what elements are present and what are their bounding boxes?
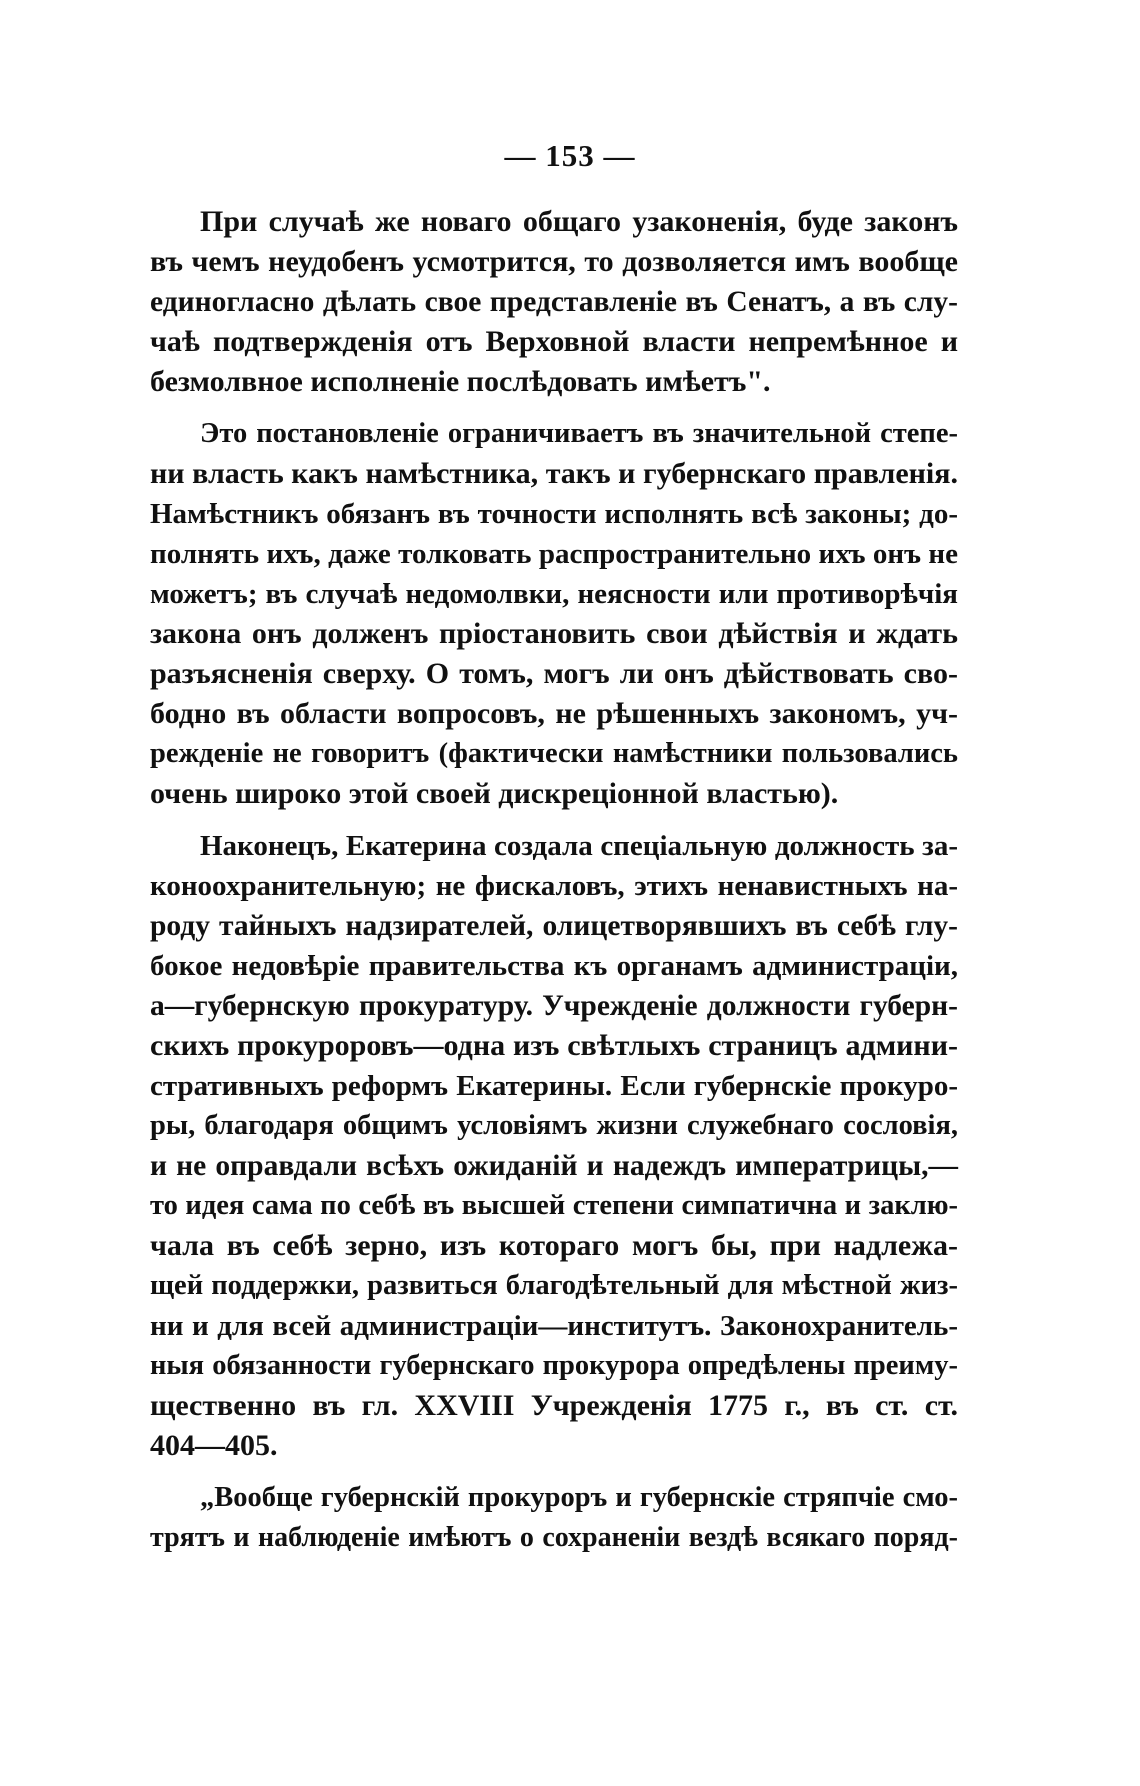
text-line: Это постановленіе ограничиваетъ въ значительной степе- <box>200 418 958 449</box>
text-line: очень широко этой своей дискреціонной властью). <box>150 777 839 810</box>
text-line: въ чемъ неудобенъ усмотрится, то дозволяется имъ вообще <box>150 245 958 278</box>
text-line: разъясненія сверху. О томъ, могъ ли онъ дѣйствовать сво- <box>150 657 958 690</box>
text-line: ры, благодаря общимъ условіямъ жизни служебнаго сословія, <box>150 1110 958 1141</box>
text-line: можетъ; въ случаѣ недомолвки, неясности или противорѣчія <box>150 578 958 610</box>
text-line: то идея сама по себѣ въ высшей степени симпатична и заклю- <box>150 1190 958 1221</box>
text-line: полнять ихъ, даже толковать распространительно ихъ онъ не <box>150 538 958 570</box>
paragraph <box>150 202 958 402</box>
text-line: „Вообще губернскій прокуроръ и губернскіе стряпчіе смо- <box>200 1482 958 1513</box>
text-line: бокое недовѣріе правительства къ органамъ администраціи, <box>150 950 958 982</box>
text-line: Наконецъ, Екатерина создала спеціальную должность за- <box>200 830 958 862</box>
body-text <box>150 202 958 1570</box>
text-line: щественно въ гл. XXVIII Учрежденія 1775 г., въ ст. ст. <box>150 1389 958 1422</box>
text-line: чала въ себѣ зерно, изъ котораго могъ бы, при надлежа- <box>150 1229 958 1262</box>
paragraph <box>150 1478 958 1558</box>
text-line: трятъ и наблюденіе имѣютъ о сохраненіи вездѣ всякаго поряд- <box>150 1522 958 1553</box>
text-line: чаѣ подтвержденія отъ Верховной власти непремѣнное и <box>150 325 958 358</box>
text-line: закона онъ долженъ пріостановить свои дѣйствія и ждать <box>150 617 958 650</box>
text-line: коноохранительную; не фискаловъ, этихъ ненавистныхъ на- <box>150 870 958 902</box>
text-line: ныя обязанности губернскаго прокурора опредѣлены преиму- <box>150 1350 958 1381</box>
paragraph <box>150 826 958 1466</box>
text-line: бодно въ области вопросовъ, не рѣшенныхъ закономъ, уч- <box>150 697 958 730</box>
text-line: щей поддержки, развиться благодѣтельный для мѣстной жиз- <box>150 1270 958 1301</box>
text-line: 404—405. <box>150 1429 278 1462</box>
text-line: роду тайныхъ надзирателей, олицетворявшихъ въ себѣ глу- <box>150 910 958 942</box>
page-number: — 153 — <box>504 138 636 173</box>
text-line: безмолвное исполненіе послѣдовать имѣетъ". <box>150 365 771 398</box>
text-line: Намѣстникъ обязанъ въ точности исполнять всѣ законы; до- <box>150 498 958 530</box>
text-line: режденіе не говоритъ (фактически намѣстники пользовались <box>150 738 958 769</box>
text-line: стративныхъ реформъ Екатерины. Если губернскіе прокуро- <box>150 1070 958 1102</box>
paragraph <box>150 414 958 814</box>
text-line: единогласно дѣлать свое представленіе въ Сенатъ, а въ слу- <box>150 286 958 318</box>
text-line: а—губернскую прокуратуру. Учрежденіе должности губерн- <box>150 990 958 1022</box>
text-line: При случаѣ же новаго общаго узаконенія, буде законъ <box>200 205 958 238</box>
text-line: ни и для всей администраціи—институтъ. Законохранитель- <box>150 1310 958 1342</box>
text-line: скихъ прокуроровъ—одна изъ свѣтлыхъ страницъ админи- <box>150 1029 958 1062</box>
text-line: ни власть какъ намѣстника, такъ и губернскаго правленія. <box>150 457 958 490</box>
text-line: и не оправдали всѣхъ ожиданій и надеждъ императрицы,— <box>150 1150 958 1182</box>
